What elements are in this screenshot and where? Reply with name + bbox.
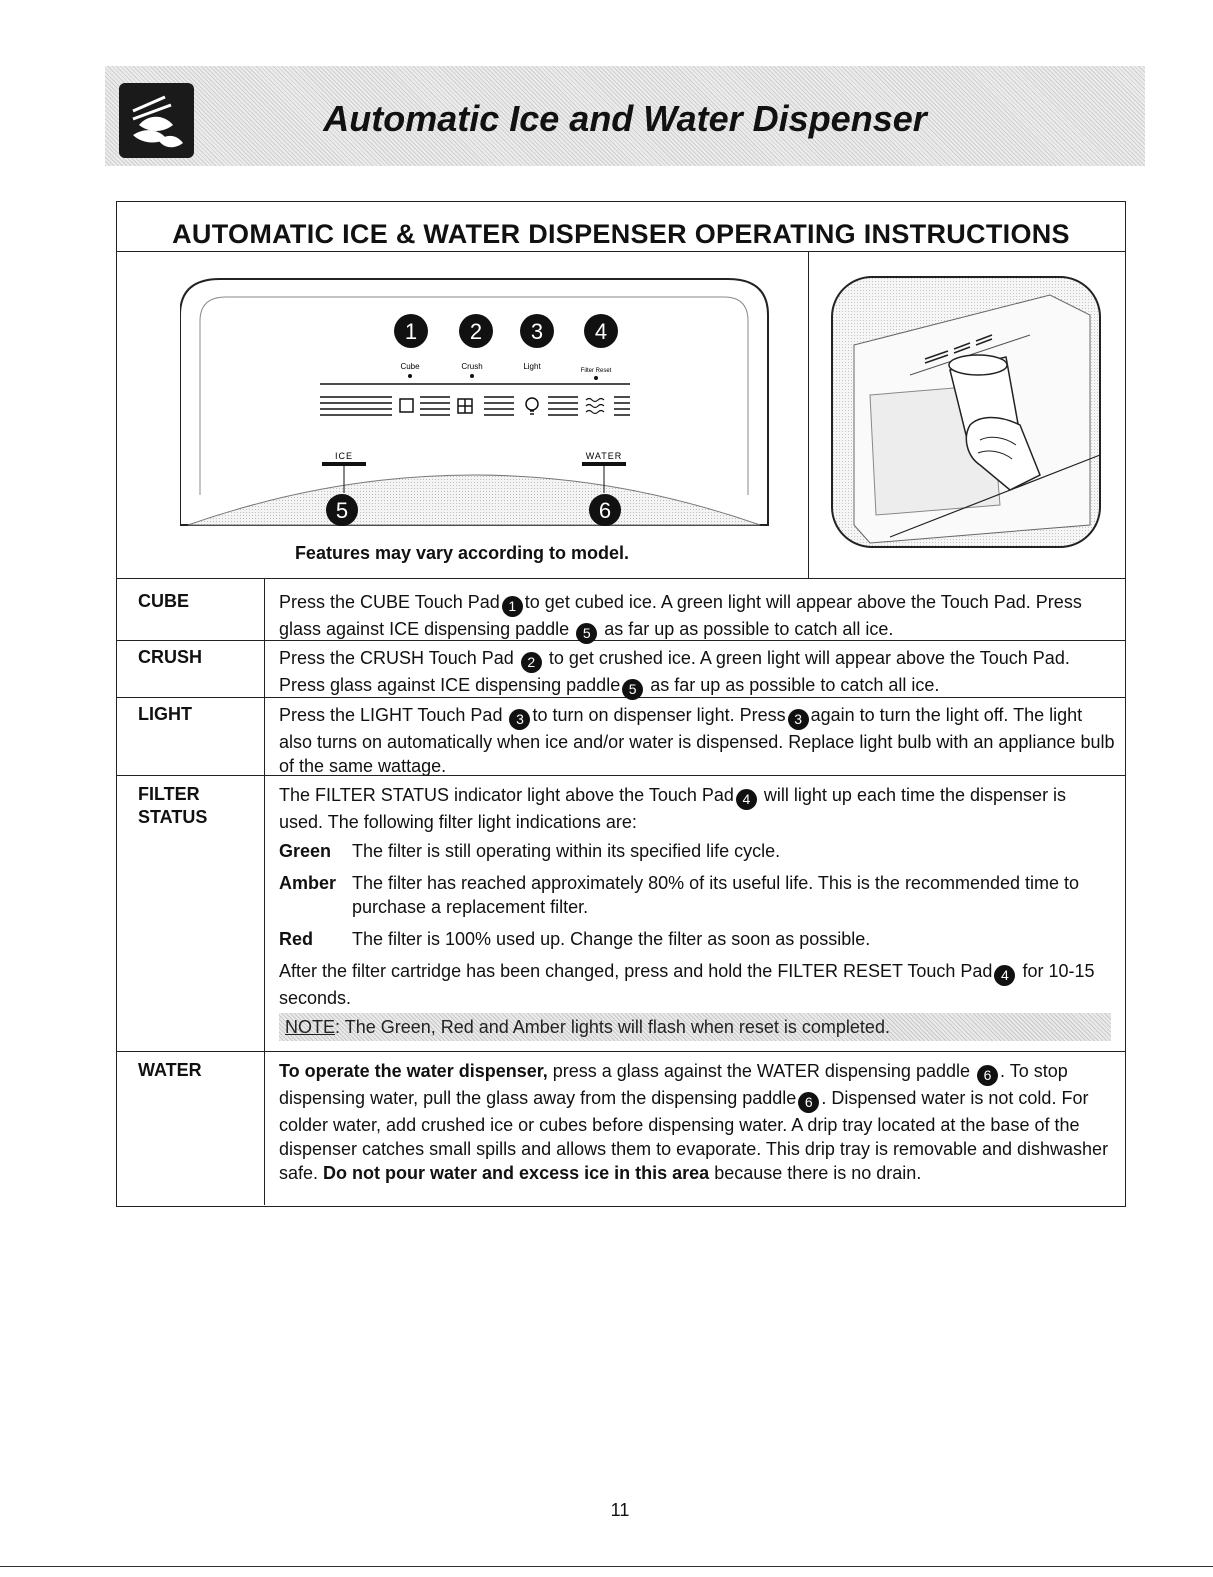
pad-2-marker: 2 <box>521 652 542 673</box>
row-term-cube: CUBE <box>138 591 190 611</box>
caption: Features may vary according to model. <box>294 543 630 563</box>
pad-label: Crush <box>461 362 483 371</box>
row-body-filter: The FILTER STATUS indicator light above the Touch Pad 4 will light up each time the dispenser is used. The following filter light indications are: <box>279 785 1067 832</box>
row-body-cube: Press the CUBE Touch Pad 1 to get cubed ice. A green light will appear above the Touch Pad. Press glass against ICE dispensing paddle 5 as far up as possible to catch all ice. <box>279 590 1115 644</box>
pad-number: 4 <box>594 319 608 344</box>
pad-label: Light <box>523 362 541 371</box>
bottom-rule <box>0 1566 1213 1567</box>
row-body-crush: Press the CRUSH Touch Pad 2 to get crushed ice. A green light will appear above the Touch Pad. Press glass against ICE dispensing paddle 5 as far up as possible to catch all ice. <box>279 646 1115 700</box>
pad-label: Filter Reset <box>580 368 612 374</box>
pad-3-marker: 3 <box>509 709 530 730</box>
filter-note: NOTE: The Green, Red and Amber lights will flash when reset is completed. <box>279 1013 1111 1041</box>
divider <box>116 251 1126 252</box>
filter-green: Green The filter is still operating within its specified life cycle. <box>279 841 781 861</box>
page-title: Automatic Ice and Water Dispenser <box>323 98 927 139</box>
pad-number: 1 <box>404 319 418 344</box>
pad-4-marker: 4 <box>736 789 757 810</box>
row-body-light: Press the LIGHT Touch Pad 3 to turn on dispenser light. Press 3 again to turn the light off. The light also turns on automatically when ice and/or water is dispensed. Replace light bulb with an appliance bulb of the same wattage. <box>279 705 1115 776</box>
filter-red: Red The filter is 100% used up. Change the filter as soon as possible. <box>279 929 871 949</box>
pad-label: Cube <box>400 362 420 371</box>
row-term-crush: CRUSH <box>138 647 203 667</box>
row-term-light: LIGHT <box>138 704 192 724</box>
divider <box>116 1051 1126 1052</box>
paddle-marker <box>589 494 621 526</box>
section-title: AUTOMATIC ICE & WATER DISPENSER OPERATING INSTRUCTIONS <box>172 219 1070 249</box>
paddle-marker <box>326 494 358 526</box>
paddle-number: 6 <box>598 498 612 523</box>
filter-amber: Amber The filter has reached approximately 80% of its useful life. This is the recommended time to purchase a replacement filter. <box>279 873 1080 917</box>
paddle-5-marker: 5 <box>576 623 597 644</box>
paddle-6-marker: 6 <box>798 1092 819 1113</box>
pad-button <box>394 314 428 348</box>
paddle-label: WATER <box>585 451 623 461</box>
paddle-label: ICE <box>334 451 354 461</box>
row-term-water: WATER <box>138 1060 202 1080</box>
divider <box>808 251 809 578</box>
pad-number: 3 <box>530 319 544 344</box>
paddle-number: 5 <box>335 498 349 523</box>
dispenser-illustration <box>830 275 1102 549</box>
pad-button <box>459 314 493 348</box>
pad-4-marker: 4 <box>994 965 1015 986</box>
divider <box>116 578 1126 579</box>
control-panel-diagram <box>180 275 770 527</box>
pad-1-marker: 1 <box>502 596 523 617</box>
paddle-5-marker: 5 <box>622 679 643 700</box>
pad-button <box>584 314 618 348</box>
divider <box>264 578 265 1205</box>
filter-reset-instructions: After the filter cartridge has been changed, press and hold the FILTER RESET Touch Pad 4 for 10-15 seconds. <box>279 961 1095 1008</box>
row-body-water: To operate the water dispenser, press a glass against the WATER dispensing paddle 6 . To stop dispensing water, pull the glass away from the dispensing paddle 6 . Dispensed water is not cold. For colder water, add crushed ice or cubes before dispensing water. A drip tray located at the base of the dispenser catches small spills and allows them to evaporate. This drip tray is removable and dishwasher safe. Do not pour water and excess ice in this area because there is no drain. <box>279 1061 1109 1183</box>
pad-3-marker: 3 <box>788 709 809 730</box>
pad-number: 2 <box>469 319 483 344</box>
pad-button <box>520 314 554 348</box>
page-number: 11 <box>610 1500 630 1520</box>
row-term-filter: FILTER STATUS <box>138 784 208 827</box>
paddle-6-marker: 6 <box>977 1065 998 1086</box>
